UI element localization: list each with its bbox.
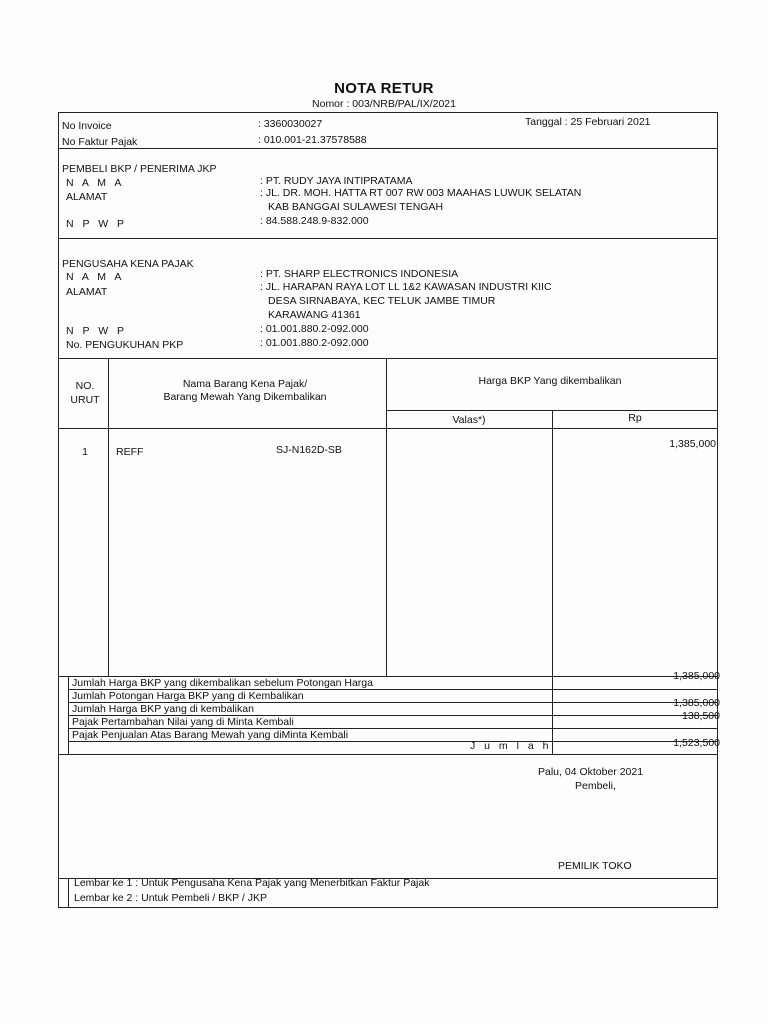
document-frame: [58, 112, 718, 908]
tanggal-value: 25 Februari 2021: [570, 116, 651, 128]
divider-table-header: [58, 428, 718, 429]
tanggal-label: Tanggal :: [525, 116, 568, 128]
col-no-header-line2: URUT: [70, 394, 100, 406]
divider-pengusaha: [58, 358, 718, 359]
col-nama-header-line1: Nama Barang Kena Pajak/: [182, 378, 308, 390]
pembeli-nama-label: N A M A: [66, 177, 125, 189]
row-1-nama: REFF: [116, 446, 144, 458]
pengusaha-alamat-line3: KARAWANG 41361: [268, 309, 361, 321]
row-1-rp: 1,385,000: [669, 438, 716, 450]
row-1-kode: SJ-N162D-SB: [276, 444, 342, 456]
summary-jumlah-harga-label: Jumlah Harga BKP yang di kembalikan: [72, 703, 254, 715]
no-faktur-value: : 010.001-21.37578588: [258, 134, 367, 146]
col-no-header-line1: NO.: [75, 380, 95, 392]
divider-total: [58, 754, 718, 755]
document-number: [0, 98, 768, 110]
summary-value-divider: [552, 676, 553, 754]
summary-left-border: [68, 676, 69, 754]
footer-left-border: [68, 878, 69, 908]
pembeli-npwp-value: : 84.588.248.9-832.000: [260, 215, 369, 227]
pengusaha-alamat-line2: DESA SIRNABAYA, KEC TELUK JAMBE TIMUR: [268, 295, 496, 307]
pengusaha-npwp-value: : 01.001.880.2-092.000: [260, 323, 369, 335]
no-faktur-label: No Faktur Pajak: [62, 136, 138, 148]
col-rp-header: Rp: [628, 412, 642, 424]
document-title: NOTA RETUR: [334, 80, 434, 97]
total-label: J u m l a h: [470, 740, 552, 752]
no-invoice-label: No Invoice: [62, 120, 112, 132]
col-valas-header: Valas*): [452, 414, 486, 426]
summary-potongan-label: Jumlah Potongan Harga BKP yang di Kembalikan: [72, 690, 304, 702]
footer-lembar-1: Lembar ke 1 : Untuk Pengusaha Kena Pajak yang Menerbitkan Faktur Pajak: [74, 877, 430, 889]
pengusaha-nama-label: N A M A: [66, 271, 125, 283]
col-divider-nama: [386, 358, 387, 676]
pengusaha-alamat-label: ALAMAT: [66, 286, 108, 298]
nomor-value: 003/NRB/PAL/IX/2021: [352, 98, 456, 110]
divider-pembeli: [58, 238, 718, 239]
no-invoice-value: : 3360030027: [258, 118, 323, 130]
signature-role: Pembeli,: [575, 780, 616, 792]
nomor-label: Nomor :: [312, 98, 350, 110]
pembeli-nama-value: : PT. RUDY JAYA INTIPRATAMA: [260, 175, 413, 187]
pengusaha-npwp-label: N P W P: [66, 325, 128, 337]
summary-ppn-label: Pajak Pertambahan Nilai yang di Minta Kembali: [72, 716, 294, 728]
summary-ppnbm-label: Pajak Penjualan Atas Barang Mewah yang diMinta Kembali: [72, 729, 349, 741]
summary-sebelum-potongan-value: 1,385,000: [673, 670, 720, 682]
col-nama-header-line2: Barang Mewah Yang Dikembalikan: [163, 391, 327, 403]
pembeli-alamat-label: ALAMAT: [66, 191, 108, 203]
summary-sebelum-potongan-label: Jumlah Harga BKP yang dikembalikan sebelum Potongan Harga: [72, 677, 373, 689]
pembeli-npwp-label: N P W P: [66, 218, 128, 230]
pembeli-alamat-line2: KAB BANGGAI SULAWESI TENGAH: [268, 201, 444, 213]
divider-invoice: [58, 148, 718, 149]
pengusaha-section-label: PENGUSAHA KENA PAJAK: [62, 258, 194, 270]
col-divider-no: [108, 358, 109, 676]
pengusaha-nama-value: : PT. SHARP ELECTRONICS INDONESIA: [260, 268, 459, 280]
col-harga-header: Harga BKP Yang dikembalikan: [478, 375, 622, 387]
summary-ppn-value: 138,500: [682, 710, 720, 722]
pembeli-alamat-line1: : JL. DR. MOH. HATTA RT 007 RW 003 MAAHAS LUWUK SELATAN: [260, 187, 582, 199]
col-divider-valas: [552, 410, 553, 676]
total-value: 1,523,500: [673, 737, 720, 749]
signature-place-date: Palu, 04 Oktober 2021: [538, 766, 644, 778]
pengukuhan-value: : 01.001.880.2-092.000: [260, 337, 369, 349]
footer-lembar-2: Lembar ke 2 : Untuk Pembeli / BKP / JKP: [74, 892, 267, 904]
row-1-no: 1: [82, 446, 88, 458]
pengusaha-alamat-line1: : JL. HARAPAN RAYA LOT LL 1&2 KAWASAN INDUSTRI KIIC: [260, 281, 552, 293]
tanggal: [525, 116, 651, 128]
summary-jumlah-harga-value: 1,385,000: [673, 697, 720, 709]
signature-name: PEMILIK TOKO: [558, 860, 632, 872]
pembeli-section-label: PEMBELI BKP / PENERIMA JKP: [62, 163, 217, 175]
pengukuhan-label: No. PENGUKUHAN PKP: [66, 339, 184, 351]
